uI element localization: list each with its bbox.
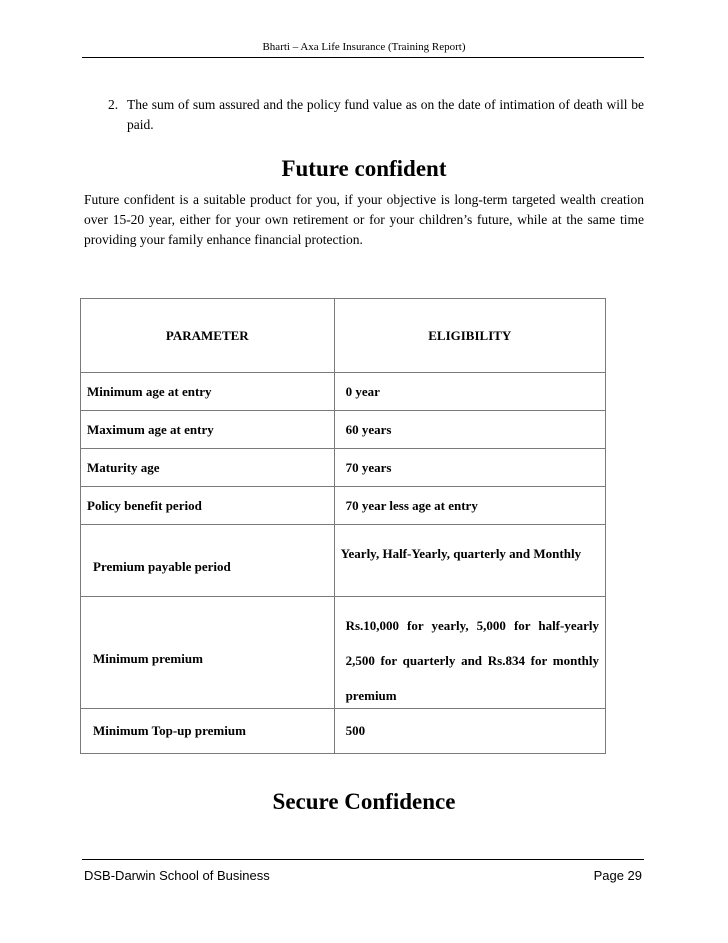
table-row: [81, 411, 606, 449]
footer-school-name: DSB-Darwin School of Business: [84, 868, 270, 883]
parameter-text: Minimum premium: [93, 650, 203, 666]
eligibility-text: Rs.10,000 for yearly, 5,000 for half-yearly 2,500 for quarterly and Rs.834 for monthly premium: [345, 618, 599, 703]
table-header-row: [81, 299, 606, 373]
eligibility-cell: 60 years: [334, 411, 605, 449]
table-row: [81, 709, 606, 754]
section-heading-future-confident: Future confident: [281, 156, 447, 181]
parameter-cell: [81, 525, 335, 597]
header-parameter: PARAMETER: [81, 299, 335, 373]
table-row: [81, 449, 606, 487]
footer-page-number: Page 29: [593, 868, 642, 883]
eligibility-table: [80, 298, 606, 754]
parameter-text: Premium payable period: [93, 558, 231, 574]
parameter-cell: [81, 597, 335, 709]
eligibility-cell: [334, 525, 605, 597]
list-item-number: 2.: [108, 97, 119, 112]
parameter-cell: Policy benefit period: [81, 487, 335, 525]
header-divider: [82, 57, 644, 58]
table-row: [81, 373, 606, 411]
eligibility-cell: 70 year less age at entry: [334, 487, 605, 525]
table-row: [81, 597, 606, 709]
intro-paragraph: Future confident is a suitable product for you, if your objective is long-term targeted wealth creation over 15-20 year, either for your own retirement or for your children’s future, while at the same time providing your family enhance financial protection.: [84, 192, 644, 247]
parameter-cell: Minimum Top-up premium: [81, 709, 335, 754]
eligibility-cell: 70 years: [334, 449, 605, 487]
eligibility-cell: [334, 597, 605, 709]
numbered-list-item: [108, 95, 644, 135]
list-item-text: The sum of sum assured and the policy fund value as on the date of intimation of death will be paid.: [127, 97, 644, 132]
eligibility-cell: 0 year: [334, 373, 605, 411]
running-header: Bharti – Axa Life Insurance (Training Report): [262, 41, 466, 53]
parameter-cell: Minimum age at entry: [81, 373, 335, 411]
eligibility-cell: 500: [334, 709, 605, 754]
eligibility-text: Yearly, Half-Yearly, quarterly and Monthly: [340, 546, 582, 561]
footer-divider: [82, 859, 644, 860]
table-row: [81, 487, 606, 525]
table-row: [81, 525, 606, 597]
parameter-cell: Maximum age at entry: [81, 411, 335, 449]
section-heading-secure-confidence: Secure Confidence: [272, 789, 456, 814]
header-eligibility: ELIGIBILITY: [334, 299, 605, 373]
parameter-cell: Maturity age: [81, 449, 335, 487]
